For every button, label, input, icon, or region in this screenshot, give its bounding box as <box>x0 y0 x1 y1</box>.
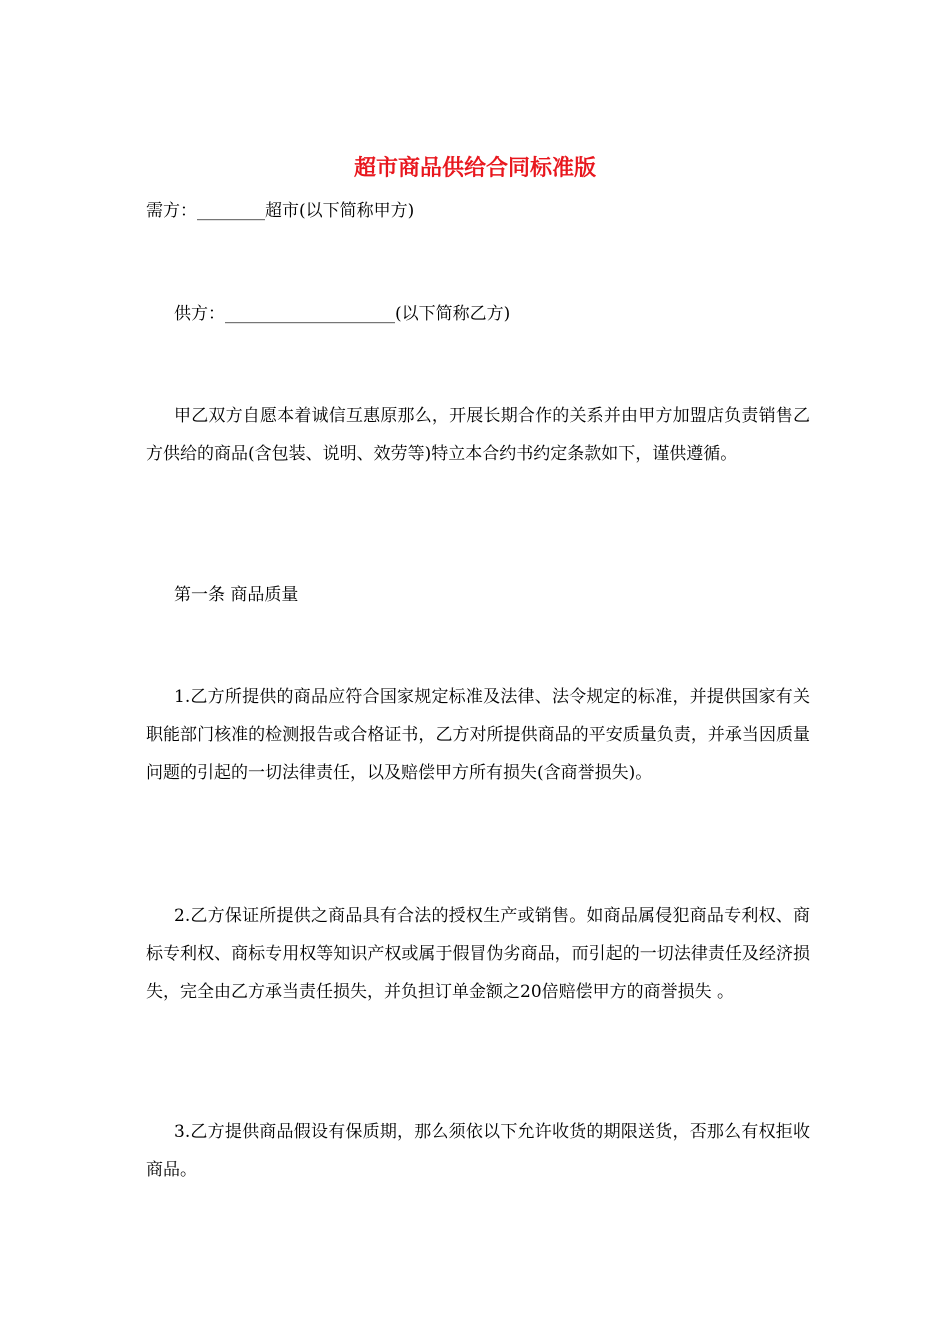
article-1-heading: 第一条 商品质量 <box>174 585 299 605</box>
clause-2-paragraph: 2.乙方保证所提供之商品具有合法的授权生产或销售。如商品属侵犯商品专利权、商标专利权、商标专用权等知识产权或属于假冒伪劣商品，而引起的一切法律责任及经济损失，完全由乙方承当责任损失，并负担订单金额之20倍赔偿甲方的商誉损失 。 <box>146 906 810 1002</box>
document-title: 超市商品供给合同标准版 <box>353 155 596 181</box>
clause-1-paragraph: 1.乙方所提供的商品应符合国家规定标准及法律、法令规定的标准，并提供国家有关职能部门核准的检测报告或合格证书，乙方对所提供商品的平安质量负责，并承当因质量问题的引起的一切法律责任，以及赔偿甲方所有损失(含商誉损失)。 <box>146 687 810 783</box>
supplier-line: 供方：____________________(以下简称乙方) <box>174 304 511 324</box>
clause-3-paragraph: 3.乙方提供商品假设有保质期，那么须依以下允许收货的期限送货，否那么有权拒收商品。 <box>146 1122 810 1180</box>
intro-paragraph: 甲乙双方自愿本着诚信互惠原那么，开展长期合作的关系并由甲方加盟店负责销售乙方供给的商品(含包装、说明、效劳等)特立本合约书约定条款如下，谨供遵循。 <box>146 406 810 464</box>
buyer-line: 需方：________超市(以下简称甲方) <box>146 201 415 221</box>
